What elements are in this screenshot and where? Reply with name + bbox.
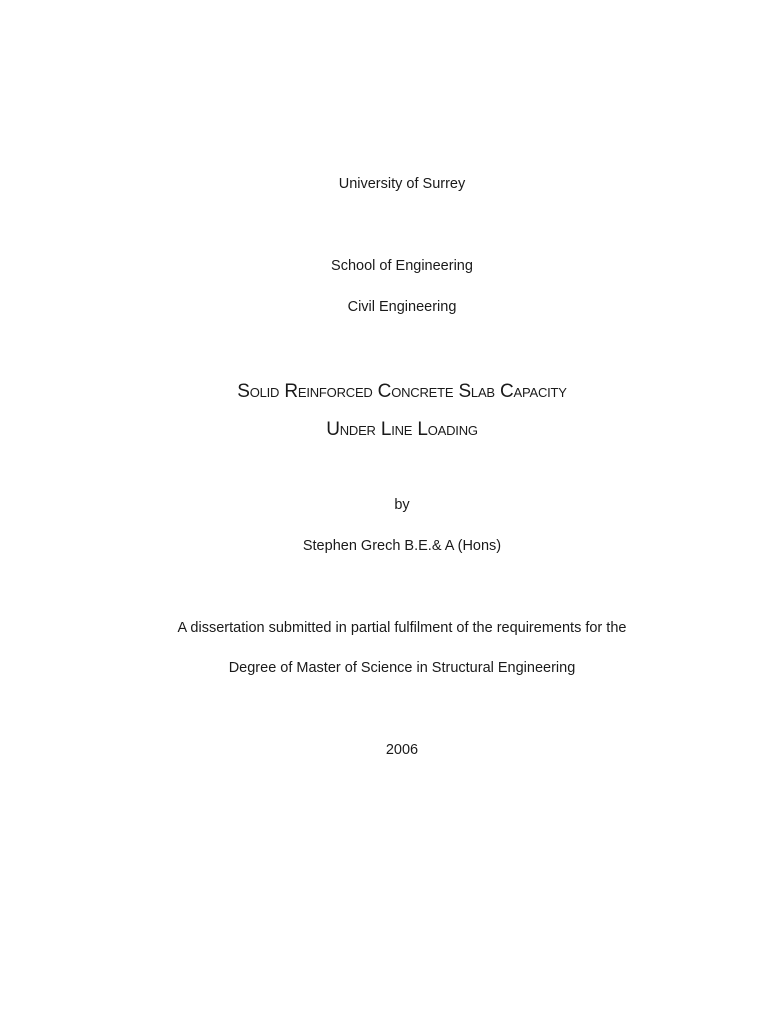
by-label: by: [394, 497, 410, 513]
author-name: Stephen Grech B.E.& A (Hons): [302, 538, 502, 554]
submission-statement-line-2: Degree of Master of Science in Structural Engineering: [228, 660, 576, 676]
school-name: School of Engineering: [331, 258, 473, 274]
thesis-title-line-2: Under Line Loading: [326, 419, 478, 440]
university-name: University of Surrey: [338, 176, 466, 192]
submission-statement-line-1: A dissertation submitted in partial fulfilment of the requirements for the: [177, 620, 627, 636]
thesis-title-line-1: Solid Reinforced Concrete Slab Capacity: [237, 381, 567, 402]
department-name: Civil Engineering: [347, 299, 457, 315]
submission-year: 2006: [385, 742, 419, 758]
